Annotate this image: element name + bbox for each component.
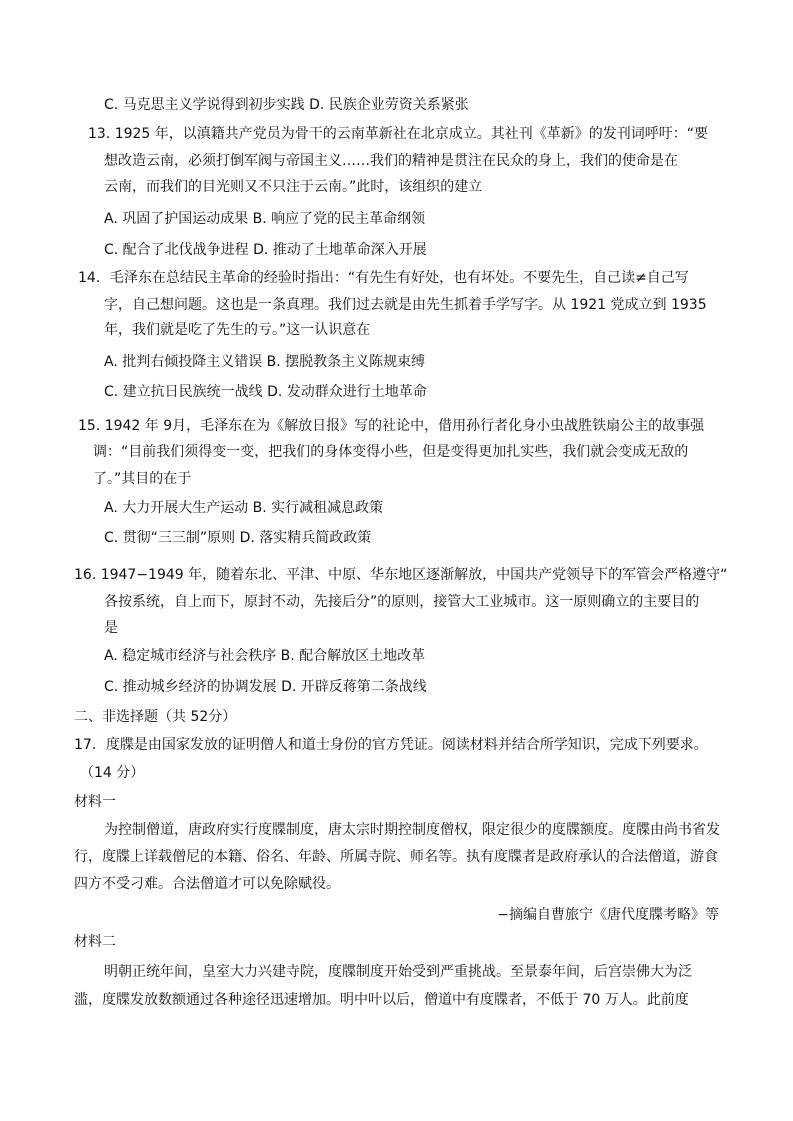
q14-stem-line-3: 年，我们就是吃了先生的亏。”这一认识意在 xyxy=(104,322,371,338)
material-1-line-2: 行，度牒上详载僧尼的本籍、俗名、年龄、所属寺院、师名等。执有度牒者是政府承认的合法僧道，游食 xyxy=(74,849,718,865)
q13-stem-line-3: 云南，而我们的目光则又不只注于云南。”此时，该组织的建立 xyxy=(104,179,483,195)
q16-stem-line-1: 16. 1947−1949 年，随着东北、平津、中原、华东地区逐渐解放，中国共产党领导下的军管会严格遵守“ xyxy=(74,567,728,583)
q13-stem-line-1: 13. 1925 年，以滇籍共产党员为骨干的云南革新社在北京成立。其社刊《革新》的发刊词呼吁：“要 xyxy=(88,126,709,142)
q16-stem-line-3: 是 xyxy=(104,620,118,636)
q13-option-ab: A. 巩固了护国运动成果 B. 响应了党的民主革命纲领 xyxy=(104,211,426,227)
q16-stem-line-2: 各按系统，自上而下，原封不动，先接后分”的原则，接管大工业城市。这一原则确立的主要目的 xyxy=(104,594,700,610)
material-1-line-1: 为控制僧道，唐政府实行度牒制度，唐太宗时期控制度僧权，限定很少的度牒额度。度牒由尚书省发 xyxy=(104,822,720,838)
q15-stem-line-2: 调：“目前我们须得变一变，把我们的身体变得小些，但是变得更加扎实些，我们就会变成无敌的 xyxy=(93,444,689,460)
q13-stem-line-2: 想改造云南，必须打倒军阀与帝国主义……我们的精神是贯注在民众的身上，我们的使命是在 xyxy=(104,153,678,169)
q15-stem-line-3: 了。”其目的在于 xyxy=(93,471,192,487)
material-1-label: 材料一 xyxy=(74,794,116,810)
q15-option-ab: A. 大力开展大生产运动 B. 实行减租减息政策 xyxy=(104,500,384,516)
material-2-line-2: 滥，度牒发放数额通过各种途径迅速增加。明中叶以后，僧道中有度牒者，不低于 70 万人。此前度 xyxy=(74,992,689,1008)
q16-option-cd: C. 推动城乡经济的协调发展 D. 开辟反蒋第二条战线 xyxy=(104,679,427,695)
q17-stem-line-1: 17．度牒是由国家发放的证明僧人和道士身份的官方凭证。阅读材料并结合所学知识，完成下列要求。 xyxy=(74,737,708,753)
q14-stem-line-2: 字，自己想问题。这也是一条真理。我们过去就是由先生抓着手学写字。从 1921 党成立到 1935 xyxy=(104,297,707,313)
q15-stem-line-1: 15. 1942 年 9月，毛泽东在为《解放日报》写的社论中，借用孙行者化身小虫战胜铁扇公主的故事强 xyxy=(78,418,705,434)
section-2-heading: 二、非选择题（共 52分） xyxy=(74,709,237,725)
material-2-label: 材料二 xyxy=(74,934,116,950)
q13-option-cd: C. 配合了北伐战争进程 D. 推动了土地革命深入开展 xyxy=(104,242,427,258)
material-2-line-1: 明朝正统年间，皇室大力兴建寺院，度牒制度开始受到严重挑战。至景泰年间，后宫崇佛大为泛 xyxy=(104,964,692,980)
material-1-line-3: 四方不受刁难。合法僧道才可以免除赋役。 xyxy=(74,876,340,892)
q15-option-cd: C. 贯彻“三三制”原则 D. 落实精兵简政政策 xyxy=(104,530,372,546)
q14-option-ab: A. 批判右倾投降主义错误 B. 摆脱教条主义陈规束缚 xyxy=(104,354,426,370)
material-1-source: −摘编自曹旅宁《唐代度牒考略》等 xyxy=(497,907,719,923)
q14-stem-line-1: 14．毛泽东在总结民主革命的经验时指出：“有先生有好处，也有坏处。不要先生，自己读≠自己写 xyxy=(78,270,689,286)
q12-option-cd: C. 马克思主义学说得到初步实践 D. 民族企业劳资关系紧张 xyxy=(104,97,469,113)
q17-score: （14 分） xyxy=(80,765,145,781)
q14-option-cd: C. 建立抗日民族统一战线 D. 发动群众进行土地革命 xyxy=(104,384,427,400)
q16-option-ab: A. 稳定城市经济与社会秩序 B. 配合解放区土地改革 xyxy=(104,648,426,664)
